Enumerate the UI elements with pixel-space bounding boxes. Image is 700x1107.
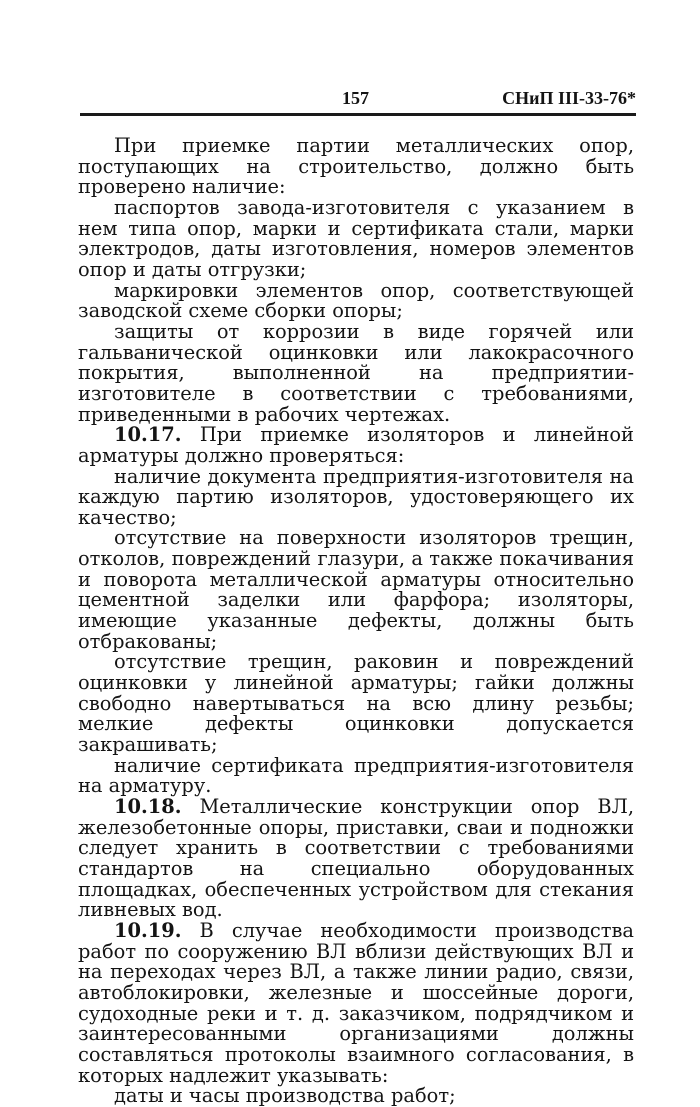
paragraph xyxy=(78,195,634,281)
section-number: 10.19. xyxy=(114,918,182,942)
page-header xyxy=(80,84,636,110)
section-number: 10.17. xyxy=(114,423,182,447)
paragraph-text: отсутствие трещин, раковин и повреждений оцинковки у линейной арматуры; гайки должны свободно навертываться на всю длину резьбы; мелкие дефекты оцинковки допускается закрашивать; xyxy=(78,650,634,757)
paragraph-text: даты и часы производства работ; xyxy=(114,1084,456,1107)
document-code: СНиП III-33-76* xyxy=(502,88,636,108)
paragraph xyxy=(78,1086,634,1107)
section-10-17 xyxy=(78,425,634,466)
header-rule xyxy=(80,113,636,116)
paragraph xyxy=(78,464,634,529)
paragraph xyxy=(78,652,634,755)
paragraph xyxy=(78,136,634,198)
section-10-19 xyxy=(78,918,634,1087)
paragraph-text: паспортов завода-изготовителя с указанием в нем типа опор, марки и сертификата стали, марки электродов, даты изготовления, номеров элементов опор и даты отгрузки; xyxy=(78,195,634,281)
paragraph xyxy=(78,278,634,323)
section-10-18 xyxy=(78,797,634,921)
paragraph-text: В случае необходимости производства работ по сооружению ВЛ вблизи действующих ВЛ и на переходах через ВЛ, а также линии радио, связи, автоблокировки, железные и шоссейные дороги, судоходные реки и т. д. заказчиком, подрядчиком и заинтересованными организациями должны составляться протоколы взаимного согласования, в которых надлежит указывать: xyxy=(78,918,634,1087)
section-number: 10.18. xyxy=(114,795,182,818)
paragraph xyxy=(78,753,634,798)
paragraph-text: наличие сертификата предприятия-изготовителя на арматуру. xyxy=(78,753,634,798)
paragraph-text: маркировки элементов опор, соответствующей заводской схеме сборки опоры; xyxy=(78,278,634,323)
document-body xyxy=(78,136,634,1107)
paragraph-text: При приемке партии металлических опор, поступающих на строительство, должно быть проверено наличие: xyxy=(78,134,634,199)
paragraph-text: При приемке изоляторов и линейной арматуры должно проверяться: xyxy=(78,423,634,467)
paragraph xyxy=(78,319,634,426)
paragraph-text: наличие документа предприятия-изготовителя на каждую партию изоляторов, удостоверяющего их качество; xyxy=(78,464,634,529)
paragraph xyxy=(78,528,634,652)
paragraph-text: отсутствие на поверхности изоляторов трещин, отколов, повреждений глазури, а также покачивания и поворота металлической арматуры относительно цементной заделки или фарфора; изоляторы, имеющие указанные дефекты, должны быть отбракованы; xyxy=(78,526,634,653)
paragraph-text: Металлические конструкции опор ВЛ, железобетонные опоры, приставки, сваи и подножки следует хранить в соответствии с требованиями стандартов на специально оборудованных площадках, обеспеченных устройством для стекания ливневых вод. xyxy=(78,795,634,922)
paragraph-text: защиты от коррозии в виде горячей или гальванической оцинковки или лакокрасочного покрытия, выполненной на предприятии-изготовителе в соответствии с требованиями, приведенными в рабочих чертежах. xyxy=(78,319,634,426)
page-number: 157 xyxy=(342,88,369,108)
